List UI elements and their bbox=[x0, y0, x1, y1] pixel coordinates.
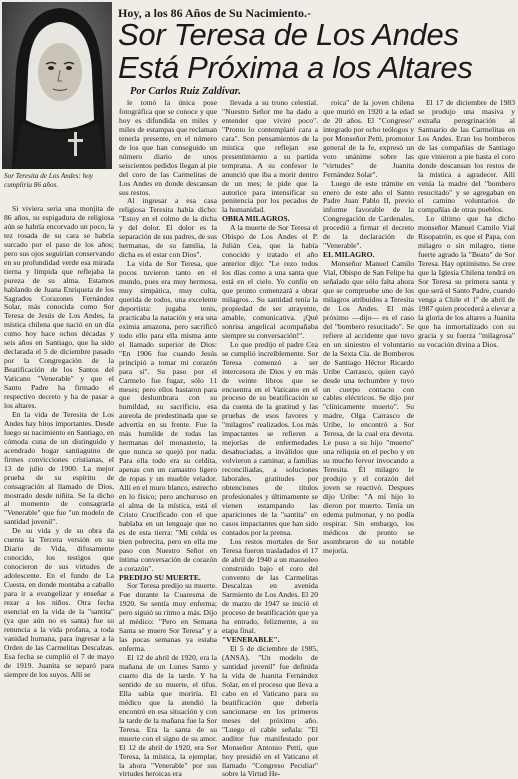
paragraph: En la vida de Teresita de Los Andes hay hitos importantes. Desde luego su nacimiento en Santiago, en cómoda cuna de un distinguido y acendrado hogar santiaguino de firmes convicciones cristianas, el 13 de julio de 1900. La mejor prueba de su espíritu de consagración al llamado de Dios, mostrado desde niñita. Se la dicho al momento de consagrarla "Venerable" que fue "un modelo de santidad juvenil". bbox=[4, 409, 114, 527]
paragraph: Los restos mortales de Sor Teresa fueron trasladados el 17 de abril de 1940 a un mausoleo construido bajo el coro del convento de las Carmelitas Descalzas en avenida Sarmiento de Los Andes. El 20 de marzo de 1947 se inició el proceso de beatificación que ya ha entrado, felizmente, a su etapa final. bbox=[222, 536, 318, 636]
nun-portrait-photo bbox=[2, 2, 112, 169]
section-heading: EL MILAGRO. bbox=[323, 250, 375, 260]
paragraph: Sor Teresa predijo su muerte. Fue durante la Cuaresma de 1920. Se sentía muy enferma; pero siguió su ritmo a más. Dijo al médico: "Pero en Semana Santa se muere Sor Teresa" y a las pocas semanas ya estaba enferma. bbox=[119, 581, 217, 654]
article-column-5 bbox=[418, 99, 515, 598]
article-column-3 bbox=[222, 98, 318, 779]
paragraph: El 17 de diciembre de 1983 se produjo una masiva y extraña peregrinación al Santuario de las Carmelitas en Los Andes. Eran los bomberos de las compañías de Santiago que vinieron a pie hasta el coro donde descansan los restos de la mística a agradecer. Allí venía la madre del "bombero resucitado" y se agregaban en el camino voluntarios de compañías de otras pueblos. bbox=[418, 98, 515, 215]
paragraph: Si viviera seria una monjita de 86 años, su espigadura de religiosa aún se habría encorvado un poco, la tez rosada de su cara se habría surcado por el paso de los años; pero sus ojos seguirían conservando en su profundidad verde esa mirada tierna y límpida que reflejaba la pureza de su alma. Estamos hablando de Juana Enriqueta de los Sagrados Corazones Fernández Solar, más conocida como Sor Teresa de Jesús de Los Andes, la mística chilena que nació en un día como hoy hace ochos décadas y seis años en Santiago, que ha sido declarada el 5 de diciembre pasado por la Congregación de la Beatificación de los Santos del Vaticano "Venerable" y que el Santo Padre ha firmado el respectivo decreto y ha de pasar a los altares. bbox=[4, 204, 114, 410]
article-column-2 bbox=[119, 98, 217, 779]
paragraph: le tomó la única pose fotográfica que se conoce y que hoy es difundida en miles y miles de estampas que reclaman tenerla presente, en el número de los que han conseguido un número diario de unos seiscientos pedidos llegan al pie del coro de las Carmelitas de Los Andes en donde descansan sus restos. bbox=[119, 98, 217, 197]
paragraph: Monseñor Manuel Camilo Vial, Obispo de San Felipe ha señalado que sólo falta ahora que se compruebe uno de los milagros atribuidos a Teresita de Los Andes. El más próximo —dijo— es el caso del "bombero resucitado". Se refiere al accidente que tuvo en un siniestro el voluntario de la Sexta Cía. de Bomberos de Santiago Héctor Ricardo Uribe Carrasco, quien cayó desde una techumbre y tuvo un cuerpo contacto con cables eléctricos. Se dijo por "clínicamente muerto". Su madre, Olga Carrasco de Uribe, lo encontró a Sor Teresa, de la cual era devota. Le puso a su hijo "muerto" una reliquia en el pecho y en su mucho fervor invocando a Teresita. Él milagro le produjo y el corazón del joven se reactivó. Despues dijo Uribe: "A mí hijo lo dieron por muerto. Tenía un edema pulmonar, y no podía respirar. Sin embargo, los médicos de pronto se asombraron de su notable mejoría. bbox=[323, 259, 414, 555]
paragraph: Lo último que ha dicho monseñor Manuel Camilo Vial Risopatrón, es que el Papa, con milagro o sin milagro, tiene fuerte agrado la "Beato" de Sor Teresa. Hay optimismo. Se cree que la Iglesia Chilena tendrá en Sor Teresa su primera santa y que será el Santo Padre, cuando venga a Chile el 1º de abril de 1987 quien procederá a elevar a la gloria de los altares a Juanita que ha inmortalizado con su gracia y su fuerza "milagrosa" su vocación divina a Dios. bbox=[418, 214, 515, 349]
section-heading: OBRA MILAGROS. bbox=[222, 214, 290, 224]
paragraph: El 12 de abril de 1920, era la mañana de un Lunes Santo y cuarto día de la tarde. Y ha sentido de su muerte, el tifus. Ella sabía que moriría. El médico que la atendió la encontró en esa situación y con la tarde de la mañana fue la Sor Teresa. Era la santa de su muerte con el signo de su amor. El 12 de abril de 1920, era Sor Teresa, la mística, la ejemplar, la ahora "Venerable" por sus virtudes heroicas era bbox=[119, 653, 217, 779]
paragraph: Al ingresar a esa casa religiosa Teresita había dicho: "Estoy en el colmo de la dicha y del dolor. El dolor es la separación de sus padres, de sus hermanas, de su familia, la dicha es el estar con Dios". bbox=[119, 196, 217, 260]
paragraph: La vida de Sor Teresa, que pocos tuvieron tanto en el mundo, pues era muy hermosa, muy simpática, muy culta, querida de todos, una excelente deportista: jugaba tenis, practicaba la natación y era una eximia amazona, pero sacrificó todo ello para ella misma ante el llamado superior de Dios: "En 1906 fue cuando Jesús principió a tomar mi corazón para sí". Su paso por el Carmelo fue fugaz, sólo 11 meses; pero ellos bastaron para que deslumbrara con su humildad, su sacrificio, esa aureola de predestinada que se advertía en su frente. Fue la más humilde de todas las hermanas del monasterio, la que nunca se quejó por nada. Para ella todo era su celdita, apenas con un camastro ligero de ropas y un mueble velador. Allí en el muro blanco, estrecho en lo físico; pero anchuroso en el alma de la mística, está el Cristo Crucificado con el que hablaba en un lenguaje que no es de esta tierra: "Mi celda es bien pobrecita, pero en ella me paso con Nuestro Señor en íntima conversación de corazón a corazón". bbox=[119, 259, 217, 573]
paragraph: roica" de la joven chilena que murió en 1920 a la edad de 20 años. El "Congreso" integrado por ocho teólogos y por Monseñor Petti, promotor general de la fe, expresó un voto unánime sobre las "virtudes" de Juanita Fernández Solar". bbox=[323, 98, 414, 179]
headline-line-2: Está Próxima a los Altares bbox=[118, 50, 473, 85]
paragraph: Luego de este trámite en enero de este año el Santo Padre Juan Pablo II, previo informe favorable de la Congregación de Cardenales, procedió a firmar el decreto de la declaración de "Venerable". bbox=[323, 178, 414, 251]
section-heading: "VENERABLE". bbox=[222, 635, 280, 645]
photo-caption: Sor Teresita de Los Andes: hoy cumpliría 86 años. bbox=[4, 172, 93, 189]
article-column-4 bbox=[323, 99, 414, 598]
paragraph: El 5 de diciembre de 1985, (ANSA). "Un modelo de santidad juvenil" fue definida la vida de Juanita Fernández Solar, en el proceso que lleva a cabo en el Vaticano para su beatificación que debería sancionarse en los primeros meses del próximo año. "Luego el cable señala: "El auditor fue manifestado por Monseñor Antonio Petti, que hoy presidió en el Vaticano el llamado "Congreso Peculiar" sobre la Virtud He- bbox=[222, 644, 318, 779]
article-column-1 bbox=[4, 204, 114, 679]
headline-line-1: Sor Teresa de Los Andes bbox=[118, 17, 459, 52]
paragraph: De su vida y de su obra da cuenta la Tercera versión en su Diario de Vida, difusamente conocido, los testigos que conocieron de sus virtudes de adolescente. En el fundo de La Cuesta, en donde montaba a caballo para ir a evangelizar y enseñar a rezar a los niños. Otra fecha esencial en la vida de la "santita" (ya que aún no es santa) fue su renuncia a la vida profana, a toda vanidad humana, para ingresar a la Orden de las Carmelitas Descalzas. Esa fecha se cumplió el 7 de mayo de 1919. Juanita se separó para siempre de los suyos. Allí se bbox=[4, 526, 114, 679]
byline: Por Carlos Ruiz Zaldívar. bbox=[130, 86, 241, 97]
paragraph: llevada a su trono celestial. "Nuestro Señor me ha dado a entender que viviré poco". "Pronto lo contemplaré cara a cara". Son pensamientos de la mística que reflejan ese presentimiento a su partida temprana. A su confesor le anunció que iba a morir dentro de un mes; le pide que la autorice para intensificar su penitencia por los pecados de la humanidad. bbox=[222, 98, 318, 215]
paragraph: A la muerte de Sor Teresa el Obispo de Los Andes el P. Julián Cea, que la había conocido y tratado el año anterior dijo: "Le rezo todos los días como a una santa que está en el cielo. Yo confío en que pronto comenzará a obrar milagros... Su santidad tenía la propiedad de ser atrayente, amable, comunicativa. ¡Qué sonrisa angelical acompañaba siempre su conversación!". bbox=[222, 223, 318, 340]
section-heading: PREDIJO SU MUERTE. bbox=[119, 572, 201, 582]
paragraph: Lo que predijo el padre Cea se cumplió increíblemente. Sor Teresa comenzó a ser intercesora de Dios y en más de veinte libros que se encuentra en el Vaticano en el proceso de su beatificación se da cuenta de la gratitud y las pruebas de esos favores y "milagros" realizados. Los más impactantes se refieren a mejorías de enfermedades desahuciadas, a inválidos que volvieron a caminar, a familias reconciliadas, a soluciones laborales, gratitudes por obtenciones de títulos profesionales y últimamente se vienen estampando las apariciones de la "santita" en casos impactantes que han sido contados por la prensa. bbox=[222, 339, 318, 537]
headline bbox=[118, 18, 516, 84]
kicker: Hoy, a los 86 Años de Su Nacimiento.- bbox=[118, 6, 312, 20]
